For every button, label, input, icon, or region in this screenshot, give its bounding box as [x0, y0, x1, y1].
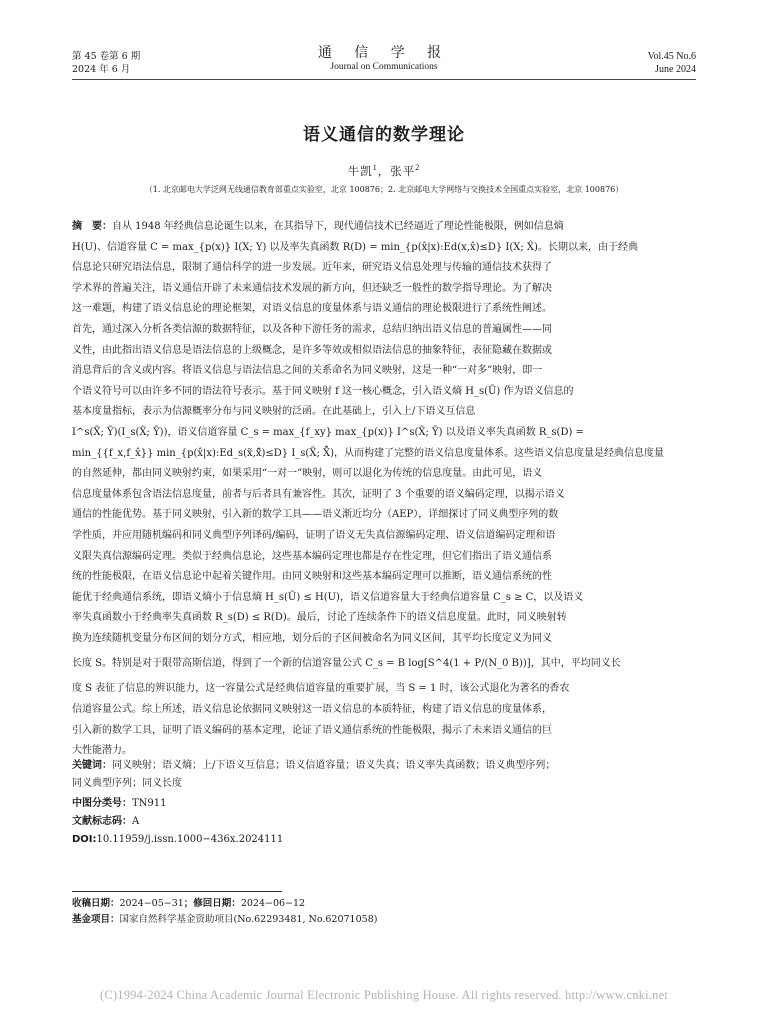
abstract-label: 摘 要： — [72, 221, 112, 232]
keywords-label: 关键词： — [72, 760, 112, 771]
fund-label: 基金项目： — [72, 914, 120, 925]
keywords-text: 同义映射；语义熵；上/下语义互信息；语义信道容量；语义失真；语义率失真函数；语义典型序列； — [112, 760, 556, 771]
clc-value: TN911 — [132, 798, 167, 809]
abstract-line: I^s(X̃; Ỹ)(I_s(X̃; Ỹ))，语义信道容量 C_s = max_{f_xy} max_{p(x)} I^s(X̃; Ỹ) 以及语义率失真函数 R_s(D) = — [72, 426, 584, 438]
journal-name-cn: 通 信 学 报 — [317, 45, 451, 61]
volume-issue-cn: 第 45 卷第 6 期 — [72, 51, 141, 62]
abstract-line: 能优于经典通信系统，即语义熵小于信息熵 H_s(Ũ) ≤ H(U)，语义信道容量大于经典信道容量 C_s ≥ C，以及语义 — [72, 591, 584, 603]
abstract-line: 率失真函数小于经典率失真函数 R_s(D) ≤ R(D)。最后，讨论了连续条件下的语义信息度量。此时，同义映射转 — [72, 612, 567, 624]
footnote — [72, 896, 696, 928]
abstract — [72, 217, 696, 762]
keywords-line: 同义典型序列；同义长度 — [72, 778, 182, 789]
abstract-line: 信息论只研究语法信息，限制了通信科学的进一步发展。近年来，研究语义信息处理与传输的通信技术获得了 — [72, 262, 552, 274]
abstract-line: 长度 S。特别是对于限带高斯信道，得到了一个新的信道容量公式 C_s = B log[S^4(1 + P/(N_0 B))]，其中，平均同义长 — [72, 658, 621, 670]
date-en: June 2024 — [655, 64, 696, 75]
abstract-line: 通信的性能优势。基于同义映射，引入新的数学工具——语义渐近均分（AEP），详细探讨了同义典型序列的数 — [72, 509, 559, 521]
header-rule — [72, 79, 696, 80]
abstract-line: 大性能潜力。 — [72, 745, 132, 757]
author-line — [0, 163, 768, 179]
abstract-line: 基本度量指标，表示为信源概率分布与同义映射的泛函。在此基础上，引入上/下语义互信息 — [72, 406, 476, 418]
copyright-watermark: (C)1994-2024 China Academic Journal Electronic Publishing House. All rights reserved. http://www.cnki.net — [99, 988, 668, 1002]
received-date: 2024−05−31 — [119, 898, 184, 909]
running-header — [72, 45, 696, 78]
footnote-rule — [72, 891, 282, 892]
revised-label: ；修回日期： — [183, 898, 241, 909]
author-affil-mark: 2 — [415, 163, 421, 173]
doi-value: 10.11959/j.issn.1000−436x.2024111 — [96, 834, 284, 845]
abstract-line: 学性质，并应用随机编码和同义典型序列译码/编码，证明了语义无失真信源编码定理、语义信道编码定理和语 — [72, 529, 556, 541]
abstract-line: 信道容量公式。综上所述，语义信息论依据同义映射这一语义信息的本质特征，构建了语义信息的度量体系， — [72, 704, 552, 716]
abstract-line: 换为连续随机变量分布区间的划分方式，相应地，划分后的子区间被命名为同义区间，其平均长度定义为同义 — [72, 632, 552, 644]
date-cn: 2024 年 6 月 — [72, 64, 131, 75]
abstract-line: 首先，通过深入分析各类信源的数据特征，以及各种下游任务的需求，总结归纳出语义信息的普遍属性——同 — [72, 323, 552, 335]
author-name: 张平 — [390, 164, 416, 178]
abstract-line: 消息背后的含义或内容。将语义信息与语法信息之间的关系命名为同义映射，这是一种“一对多”映射，即一 — [72, 365, 543, 377]
dates-line — [72, 896, 696, 912]
doc-code-label: 文献标志码： — [72, 816, 132, 827]
doi — [72, 831, 696, 849]
fund-text: 国家自然科学基金资助项目(No.62293481, No.62071058) — [119, 914, 378, 925]
abstract-line: 义限失真信源编码定理。类似于经典信息论，这些基本编码定理也都是存在性定理，但它们指出了语义通信系 — [72, 550, 552, 562]
keywords-line — [72, 757, 696, 775]
author-name: 牛凯 — [347, 164, 373, 178]
fund-line — [72, 912, 696, 928]
revised-date: 2024−06−12 — [240, 898, 306, 909]
abstract-line: min_{{f_x,f_x̂}} min_{p(x̂|x):Ed_s(x̃,x̃̂)≤D} I_s(X̃; X̃̂)，从而构建了完整的语义信息度量体系。这些语义信息度量是经典信息度量 — [72, 447, 665, 459]
abstract-line: 个语义符号可以由许多不同的语法符号表示。基于同义映射 f 这一核心概念，引入语义熵 H_s(Ũ) 作为语义信息的 — [72, 385, 574, 397]
journal-name — [72, 47, 696, 74]
journal-name-en: Journal on Communications — [330, 62, 438, 72]
doc-code-value: A — [132, 816, 140, 827]
clc-label: 中图分类号： — [72, 798, 132, 809]
author-separator: ， — [377, 164, 391, 178]
abstract-text: 自从 1948 年经典信息论诞生以来，在其指导下，现代通信技术已经逼近了理论性能极限，例如信息熵 — [112, 221, 564, 232]
abstract-line: 学术界的普遍关注，语义通信开辟了未来通信技术发展的新方向，但还缺乏一般性的数学指导理论。为了解决 — [72, 282, 552, 294]
received-label: 收稿日期： — [72, 898, 120, 909]
abstract-line — [72, 217, 696, 238]
abstract-line: 度 S 表征了信息的辨识能力，这一容量公式是经典信道容量的重要扩展，当 S = 1 时，该公式退化为著名的香农 — [72, 683, 570, 695]
abstract-line: 这一难题，构建了语义信息论的理论框架，对语义信息的度量体系与语义通信的理论极限进行了系统性阐述。 — [72, 303, 552, 315]
doi-label: DOI: — [72, 834, 97, 845]
keywords — [72, 757, 696, 793]
abstract-line: 义性，由此指出语义信息是语法信息的上级概念，是许多等效或相似语法信息的抽象特征，表征隐藏在数据或 — [72, 344, 552, 356]
document-code — [72, 813, 696, 831]
paper-title: 语义通信的数学理论 — [303, 125, 465, 145]
abstract-line: 统的性能极限，在语义信息论中起着关键作用。由同义映射和这些基本编码定理可以推断，语义通信系统的性 — [72, 571, 552, 583]
clc-number — [72, 795, 696, 813]
abstract-line: H(U)、信道容量 C = max_{p(x)} I(X; Y) 以及率失真函数 R(D) = min_{p(x̂|x):Ed(x,x̂)≤D} I(X; X̂)。长期以来，由于经典 — [72, 241, 638, 253]
volume-issue-en — [648, 50, 696, 76]
abstract-line: 信息度量体系包含语法信息度量，前者与后者具有兼容性。其次，证明了 3 个重要的语义编码定理，以揭示语义 — [72, 488, 565, 500]
abstract-line: 的自然延伸，都由同义映射约束，如果采用“一对一”映射，则可以退化为传统的信息度量。由此可见，语义 — [72, 468, 543, 480]
vol-no-en: Vol.45 No.6 — [647, 51, 696, 62]
affiliations: （1. 北京邮电大学泛网无线通信教育部重点实验室，北京 100876；2. 北京邮电大学网络与交换技术全国重点实验室，北京 100876） — [144, 185, 624, 194]
author-affil-mark: 1 — [372, 163, 378, 173]
abstract-line: 引入新的数学工具，证明了语义编码的基本定理，论证了语义通信系统的性能极限，揭示了未来语义通信的巨 — [72, 724, 552, 736]
